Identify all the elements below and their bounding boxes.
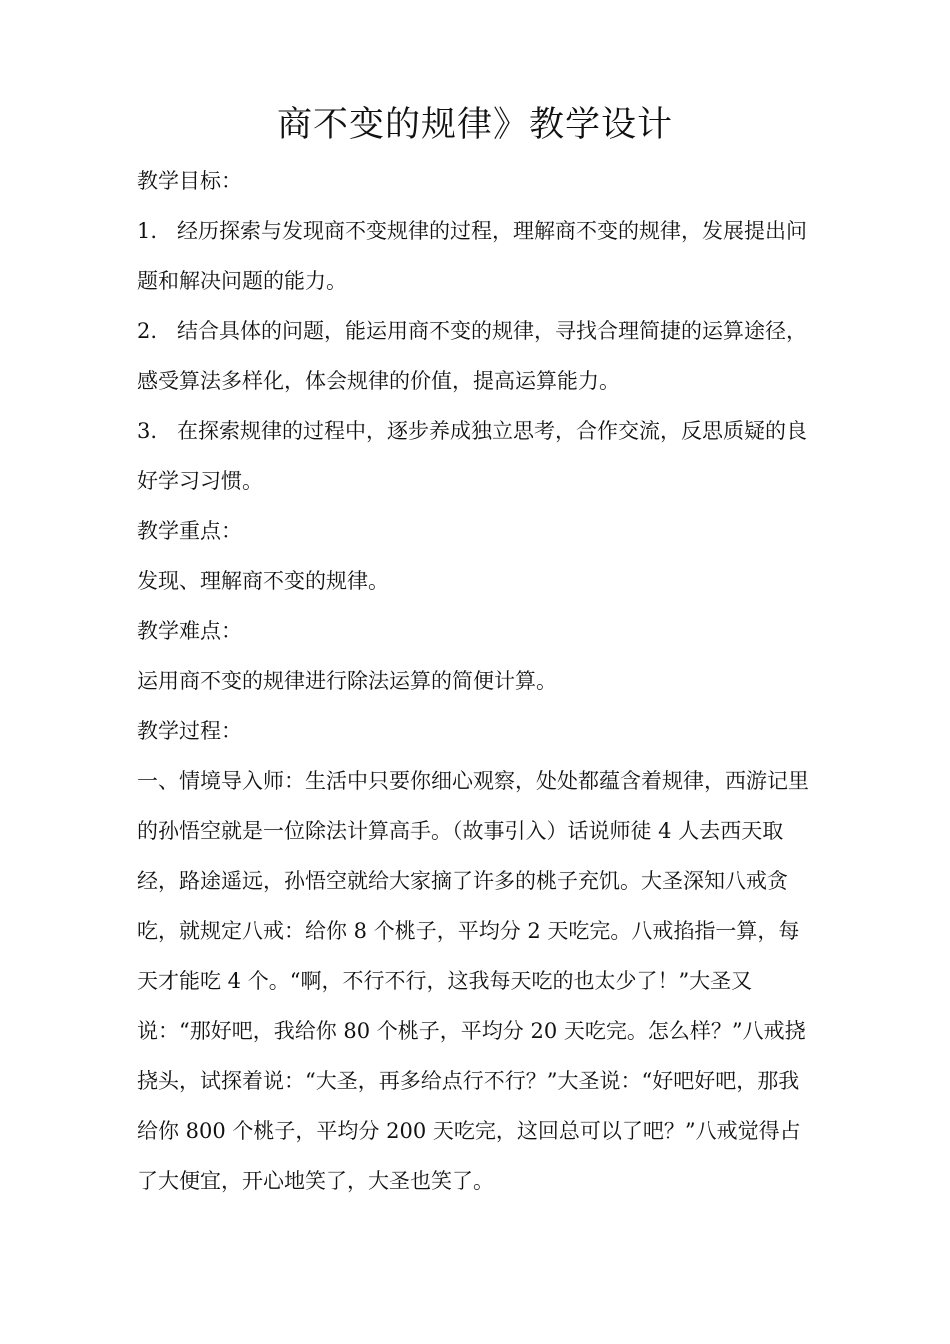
goal-text: 经历探索与发现商不变规律的过程，理解商不变的规律，发展提出问题和解决问题的能力。 <box>137 219 807 293</box>
goal-item-1 <box>137 206 817 306</box>
process-heading: 教学过程： <box>137 719 242 743</box>
goal-number: 2. <box>137 319 158 343</box>
goal-number: 3. <box>137 419 158 443</box>
goal-item-2 <box>137 306 817 406</box>
goals-heading: 教学目标： <box>137 169 242 193</box>
process-text: 一、情境导入师：生活中只要你细心观察，处处都蕴含着规律，西游记里的孙悟空就是一位除法计算高手。（故事引入）话说师徒 4 人去西天取经，路途遥远，孙悟空就给大家摘了许多的桃子充饥。大圣深知八戒贪吃，就规定八戒：给你 8 个桃子，平均分 2 天吃完。八戒掐指一算，每天才能吃 4 个。“啊，不行不行，这我每天吃的也太少了！”大圣又说：“那好吧，我给你 80 个桃子，平均分 20 天吃完。怎么样？”八戒挠挠头，试探着说：“大圣，再多给点行不行？”大圣说：“好吧好吧，那我给你 800 个桃子，平均分 200 天吃完，这回总可以了吧？”八戒觉得占了大便宜，开心地笑了，大圣也笑了。 <box>137 769 809 1193</box>
goal-number: 1. <box>137 219 158 243</box>
document-title: 商不变的规律》教学设计 <box>276 105 673 145</box>
difficulty-text: 运用商不变的规律进行除法运算的简便计算。 <box>137 669 557 693</box>
key-text: 发现、理解商不变的规律。 <box>137 569 389 593</box>
difficulty-heading: 教学难点： <box>137 619 242 643</box>
document-body <box>137 156 817 1206</box>
goal-text: 在探索规律的过程中，逐步养成独立思考，合作交流，反思质疑的良好学习习惯。 <box>137 419 807 493</box>
goal-item-3 <box>137 406 817 506</box>
goal-text: 结合具体的问题，能运用商不变的规律，寻找合理简捷的运算途径，感受算法多样化，体会规律的价值，提高运算能力。 <box>137 319 807 393</box>
key-heading: 教学重点： <box>137 519 242 543</box>
